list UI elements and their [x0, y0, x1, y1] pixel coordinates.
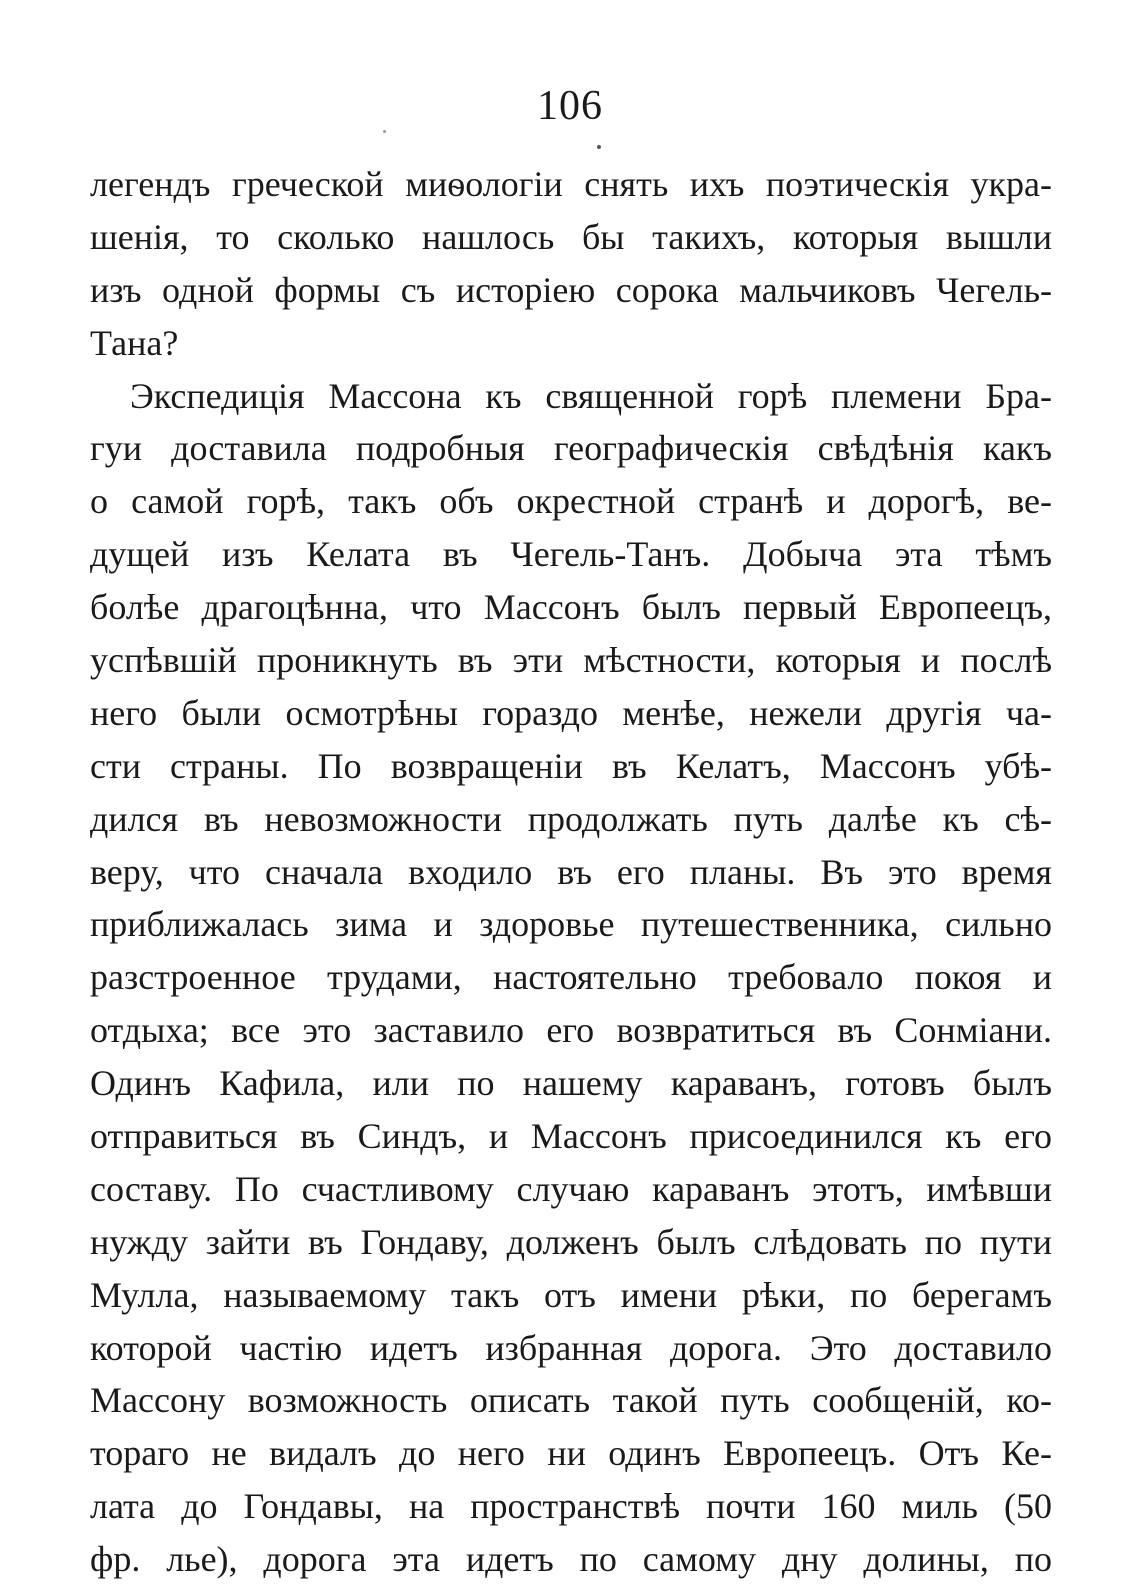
- text-line: лата до Гондавы, на пространствѣ почти 160 миль (50: [90, 1486, 1052, 1527]
- text-line: дущей изъ Келата въ Чегель-Танъ. Добыча эта тѣмъ: [90, 534, 1052, 575]
- text-line: о самой горѣ, такъ объ окрестной странѣ и дорогѣ, ве-: [90, 481, 1052, 522]
- body-text: [90, 158, 1052, 1586]
- text-line: успѣвшій проникнуть въ эти мѣстности, которыя и послѣ: [90, 640, 1052, 681]
- text-line: сти страны. По возвращеніи въ Келатъ, Массонъ убѣ-: [90, 745, 1052, 786]
- text-line: Мулла, называемому такъ отъ имени рѣки, по берегамъ: [90, 1274, 1052, 1315]
- text-line: болѣе драгоцѣнна, что Массонъ былъ первый Европеецъ,: [90, 587, 1052, 628]
- text-line: составу. По счастливому случаю караванъ этотъ, имѣвши: [90, 1168, 1052, 1209]
- text-line: отправиться въ Синдъ, и Массонъ присоединился къ его: [90, 1116, 1052, 1157]
- text-line: нужду зайти въ Гондаву, долженъ былъ слѣдовать по пути: [90, 1221, 1052, 1262]
- print-speck: [597, 145, 601, 149]
- page-number: 106: [537, 83, 603, 129]
- text-line: дился въ невозможности продолжать путь далѣе къ сѣ-: [90, 798, 1052, 839]
- text-line: тораго не видалъ до него ни одинъ Европеецъ. Отъ Ке-: [90, 1433, 1052, 1474]
- text-line: которой частію идетъ избранная дорога. Это доставило: [90, 1327, 1052, 1368]
- text-line: Тана?: [90, 322, 179, 363]
- text-line: гуи доставила подробныя географическія свѣдѣнія какъ: [90, 428, 1052, 469]
- text-line: Массону возможность описать такой путь сообщеній, ко-: [90, 1380, 1052, 1421]
- text-line: Одинъ Кафила, или по нашему караванъ, готовъ былъ: [90, 1063, 1052, 1104]
- text-line: разстроенное трудами, настоятельно требовало покоя и: [90, 957, 1052, 998]
- text-line: приближалась зима и здоровье путешественника, сильно: [90, 904, 1052, 945]
- text-line: шенія, то сколько нашлось бы такихъ, которыя вышли: [90, 216, 1052, 257]
- text-line: изъ одной формы съ исторіею сорока мальчиковъ Чегель-: [90, 269, 1052, 310]
- text-line: Экспедиція Массона къ священной горѣ племени Бра-: [130, 375, 1052, 416]
- print-speck: [383, 130, 386, 133]
- text-line: фр. лье), дорога эта идетъ по самому дну долины, по: [90, 1539, 1052, 1580]
- text-line: отдыха; все это заставило его возвратиться въ Сонміани.: [90, 1010, 1052, 1051]
- text-line: веру, что сначала входило въ его планы. Въ это время: [90, 851, 1052, 892]
- text-line: него были осмотрѣны гораздо менѣе, нежели другія ча-: [90, 692, 1052, 733]
- text-line: легендъ греческой миѳологіи снять ихъ поэтическія укра-: [90, 164, 1052, 204]
